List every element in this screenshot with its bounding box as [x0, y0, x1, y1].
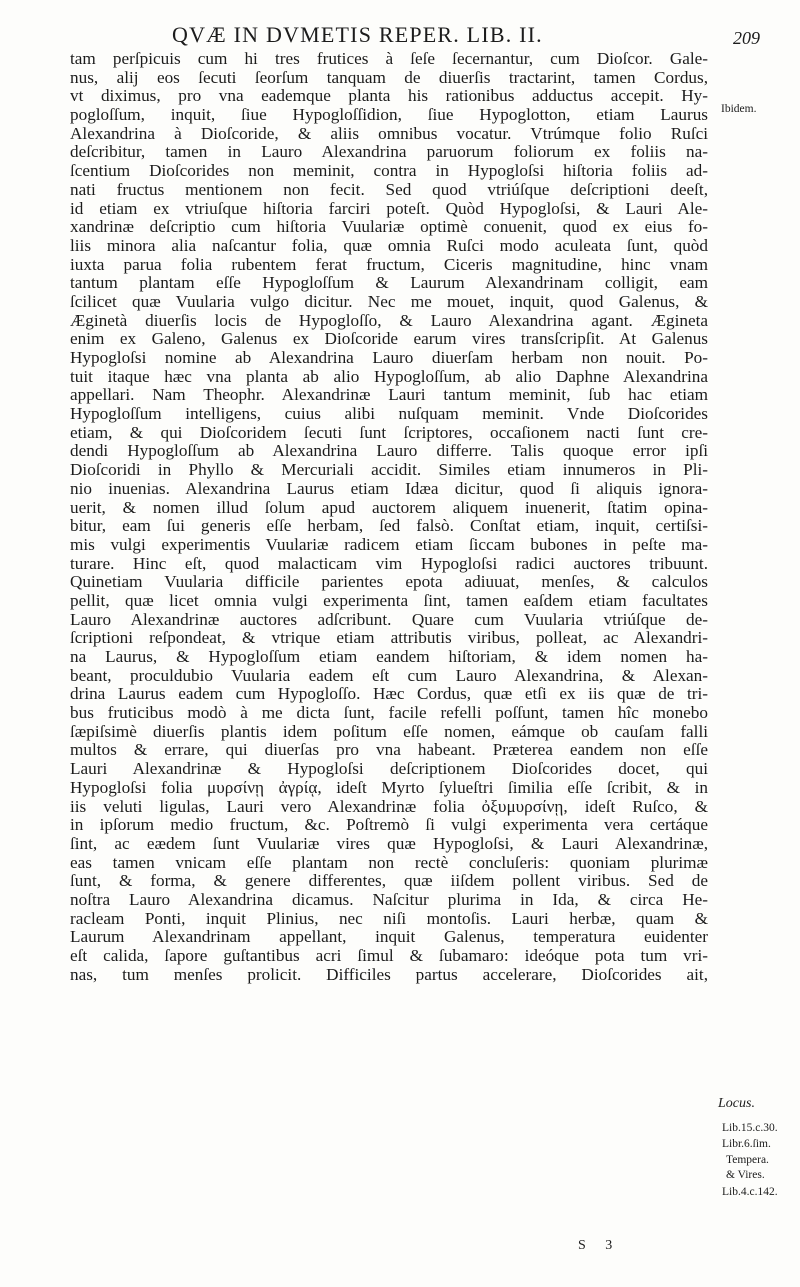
text-line: etiam, & qui Dioſcoridem ſecuti ſunt ſcriptores, occaſionem nacti ſunt cre- — [70, 423, 708, 442]
text-line: ſcriptioni reſpondeat, & vtrique etiam attributis viribus, polleat, ac Alexandri- — [70, 629, 708, 648]
text-line: dendi Hypogloſſum ab Alexandrina Lauro differre. Talis quoque error ipſi — [70, 442, 708, 461]
text-line: nati fructus mentionem non fecit. Sed quod vtriúſque deſcriptioni deeſt, — [70, 180, 708, 199]
page-number: 209 — [733, 28, 760, 48]
text-line: Hypogloſſum intelligens, cuius alibi nuſquam meminit. Vnde Dioſcorides — [70, 405, 708, 424]
text-line: Dioſcoridi in Phyllo & Mercuriali accidit. Similes etiam innumeros in Pli- — [70, 461, 708, 480]
text-line: Hypogloſsi folia μυρσίνῃ ἀγρίᾳ, ideſt Myrto ſylueſtri ſimilia eſſe ſcribit, & in — [70, 778, 708, 797]
text-line: ſæpiſsimè diuerſis plantis idem poſitum eſſe nomen, eámque ob cauſam falli — [70, 722, 708, 741]
text-line: nas, tum menſes prolicit. Difficiles partus accelerare, Dioſcorides ait, — [70, 965, 708, 984]
text-line: ſint, ac eædem ſunt Vuulariæ vires quæ Hypogloſsi, & Lauri Alexandrinæ, — [70, 834, 708, 853]
text-line: ſcilicet quæ Vuularia vulgo dicitur. Nec me mouet, inquit, quod Galenus, & — [70, 292, 708, 311]
text-line: Æginetà diuerſis locis de Hypogloſſo, & Lauro Alexandrina agant. Ægineta — [70, 311, 708, 330]
text-line: ſcentium Dioſcorides non meminit, contra in Hypogloſsi hiſtoria foliis ad- — [70, 162, 708, 181]
text-line: enim ex Galeno, Galenus ex Dioſcoride earum vires transſcripſit. At Galenus — [70, 330, 708, 349]
margin-note-vires: & Vires. — [726, 1169, 765, 1181]
text-line: na Laurus, & Hypogloſſum etiam eandem hiſtoriam, & idem nomen ha- — [70, 648, 708, 666]
text-line: Laurum Alexandrinam appellant, inquit Galenus, temperatura euidenter — [70, 928, 708, 947]
text-line: id etiam ex vtriuſque hiſtoria farciri poteſt. Quòd Hypogloſsi, & Lauri Ale- — [70, 199, 708, 218]
text-line: iis veluti ligulas, Lauri vero Alexandrinæ folia ὀξυμυρσίνῃ, ideſt Ruſco, & — [70, 797, 708, 816]
text-line: appellari. Nam Theophr. Alexandrinæ Lauri tantum meminit, ſub hac etiam — [70, 386, 708, 405]
text-line: xandrinæ deſcriptio cum hiſtoria Vuulariæ optimè conuenit, quod ex eius fo- — [70, 218, 708, 237]
text-line: Lauro Alexandrinæ auctores adſcribunt. Quare cum Vuularia vtriúſque de- — [70, 610, 708, 629]
body-text — [70, 50, 708, 984]
text-line: racleam Ponti, inquit Plinius, nec niſi montoſis. Lauri herbæ, quam & — [70, 909, 708, 928]
text-line: tuit itaque hæc vna planta ab alio Hypogloſſum, ab alio Daphne Alexandrina — [70, 367, 708, 386]
text-line: Quinetiam Vuularia difficile parientes epota adiuuat, menſes, & calculos — [70, 573, 708, 592]
text-line: turare. Hinc eſt, quod malacticam vim Hypogloſsi radici auctores tribuunt. — [70, 554, 708, 573]
text-line: liis minora alia naſcantur folia, quæ omnia Ruſci modo aculeata ſunt, quòd — [70, 236, 708, 255]
page-header — [60, 22, 760, 52]
running-head: QVÆ IN DVMETIS REPER. LIB. II. — [172, 22, 543, 47]
text-line: Lauri Alexandrinæ & Hypogloſsi deſcriptionem Dioſcorides docet, qui — [70, 760, 708, 779]
text-line: bus fruticibus modò à me dicta ſunt, facile refelli poſſunt, tamen hîc monebo — [70, 704, 708, 723]
signature-mark: S 3 — [578, 1238, 621, 1253]
text-line: ſunt, & forma, & genere differentes, quæ iiſdem pollent viribus. Sed de — [70, 872, 708, 891]
text-line: mis vulgi experimentis Vuulariæ radicem etiam ſiccam bubones in peſte ma- — [70, 535, 708, 554]
text-line: pellit, quæ licet omnia vulgi experimenta ſint, tamen eaſdem etiam facultates — [70, 591, 708, 610]
text-line: tantum plantam eſſe Hypogloſſum & Laurum Alexandrinam colligit, eam — [70, 274, 708, 293]
text-line: tam perſpicuis cum hi tres frutices à ſeſe ſecernantur, cum Dioſcor. Gale- — [70, 50, 708, 68]
margin-note-ibidem: Ibidem. — [721, 103, 757, 115]
text-line: uerit, & nomen illud ſolum apud auctorem aliquem inuenerit, ſtatim opina- — [70, 498, 708, 517]
text-line: bitur, eam ſui generis eſſe herbam, ſed falsò. Conſtat etiam, inquit, certiſsi- — [70, 517, 708, 536]
text-line: iuxta parua folia rubentem ferat fructum, Ciceris magnitudine, hinc vnam — [70, 255, 708, 274]
margin-note-ref-plinius: Lib.15.c.30. — [722, 1122, 778, 1134]
text-line: noſtra Lauro Alexandrina dicamus. Naſcitur plurima in Ida, & circa He- — [70, 890, 708, 909]
text-line: Alexandrina à Dioſcoride, & aliis omnibus vocatur. Vtrúmque folio Ruſci — [70, 124, 708, 143]
text-line: eas tamen vnicam eſſe plantam non rectè concluſeris: quoniam plurimæ — [70, 853, 708, 872]
text-line: beant, proculdubio Vuularia eadem eſt cum Lauro Alexandrina, & Alexan- — [70, 666, 708, 685]
margin-note-tempera: Tempera. — [726, 1154, 769, 1166]
text-line: eſt calida, ſapore guſtantibus acri ſimul & ſubamaro: ideóque pota tum vri- — [70, 947, 708, 965]
text-line: multos & errare, qui diuerſas pro vna habeant. Præterea eandem non eſſe — [70, 741, 708, 760]
text-line: drina Laurus eadem cum Hypogloſſo. Hæc Cordus, quæ etſi ex iis quæ de tri- — [70, 685, 708, 704]
text-line: Hypogloſsi nomine ab Alexandrina Lauro diuerſam herbam non nouit. Po- — [70, 349, 708, 367]
text-line: deſcribitur, tamen in Lauro Alexandrina paruorum foliorum ex foliis na- — [70, 143, 708, 162]
text-line: vt diximus, pro vna eademque planta his rationibus adductus accepit. Hy- — [70, 87, 708, 106]
margin-note-ref-dioscorides: Lib.4.c.142. — [722, 1186, 778, 1198]
text-line: nio inuenias. Alexandrina Laurus etiam Idæa dicitur, quod ſi aliquis ignora- — [70, 479, 708, 498]
text-line: in ipſorum medio fructum, &c. Poſtremò ſi vulgi experimenta vera certáque — [70, 816, 708, 835]
margin-note-locus: Locus. — [718, 1096, 755, 1111]
text-line: nus, alij eos ſecuti ſeorſum tanquam de diuerſis tractarint, tamen Cordus, — [70, 68, 708, 87]
text-line: pogloſſum, inquit, ſiue Hypogloſſidion, ſiue Hypoglotton, etiam Laurus — [70, 106, 708, 125]
margin-note-ref-galenus: Libr.6.ſim. — [722, 1138, 771, 1150]
